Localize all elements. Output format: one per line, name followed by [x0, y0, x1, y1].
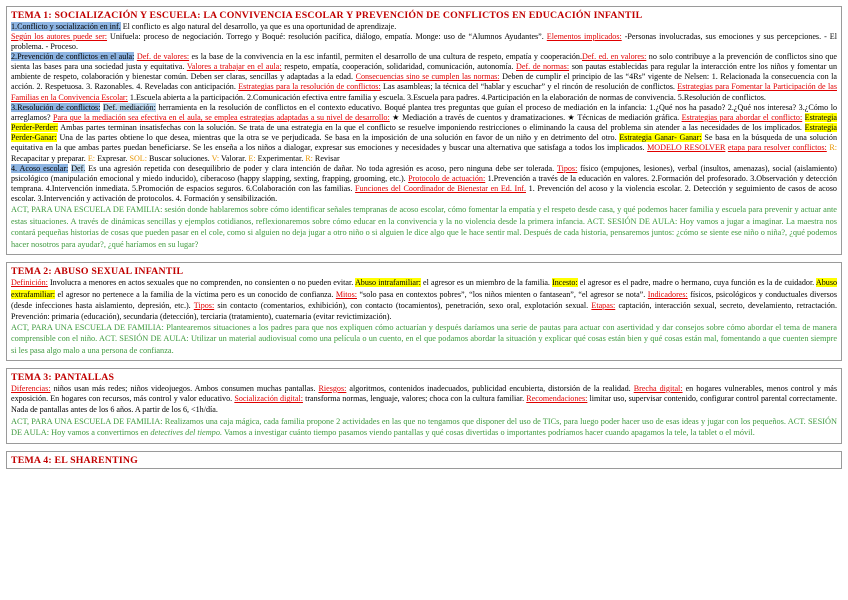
red-heading: Def. ed. en valores:: [581, 51, 647, 61]
highlight-label: 1.Conflicto y socialización en inf.: [11, 21, 121, 31]
red-heading: etapa para resolver conflictos:: [727, 143, 827, 153]
red-heading: Indicadores:: [647, 289, 688, 299]
red-heading: Diferencias:: [11, 383, 51, 393]
red-heading: Tipos:: [193, 300, 215, 310]
red-heading: Estrategias para abordar el conflicto:: [681, 112, 803, 122]
orange-letter: E:: [87, 153, 96, 163]
section-title: TEMA 2: ABUSO SEXUAL INFANTIL: [11, 265, 184, 277]
red-heading: Recomendaciones:: [526, 394, 588, 404]
red-heading: Def. de valores:: [136, 51, 190, 61]
highlight-label: 2.Prevención de conflictos en el aula:: [11, 51, 135, 61]
yellow-highlight: Estrategia Ganar- Ganar:: [619, 133, 702, 143]
yellow-highlight: Incesto:: [552, 278, 578, 288]
paragraph-resolucion: 3.Resolución de conflictos: Def. mediación: herramienta en la resolución de conflictos en el contexto educativo. Boqué plantea tres preguntas que guían el proceso de mediación en la infancia: 1.¿Qué nos ha pasado? 2.¿Qué nos interesa? 3.¿Cómo lo arreglamos? Para que la mediación sea efectiva en el aula, se emplea estrategias adaptadas a su nivel de desarrollo: ★ Mediación a través de cuentos y dramatizaciones. ★ Técnicas de mediación gráfica. Estrategias para abordar el conflicto: Estrategia Perder-Perder: Ambas partes terminan insatisfechas con la solución. Se trata de una estrategia en la que el conflicto se resuelve imponiendo restricciones o eliminando la causa del problema sin atender a las necesidades de los implicados. Estrategia Perder-Ganar: Una de las partes obtiene lo que desea, mientras que la otra se ve perjudicada. Se basa en la imposición de una solución en favor de un niño y en detrimento del otro. Estrategia Ganar- Ganar: Se basa en la búsqueda de una solución equitativa en la que ambas partes puedan beneficiarse. Se les enseña a los niños a dialogar, expresar sus emociones y necesidades y buscar una alternativa que satisfaga a todos los implicados. MODELO RESOLVER etapa para resolver conflictos: R: Recapacitar y preparar. E: Expresar. SOL: Buscar soluciones. V: Valorar. E: Experimentar. R: Revisar: [11, 102, 838, 163]
red-heading: Elementos implicados:: [546, 31, 622, 41]
highlight-label: Def.: [71, 163, 86, 173]
orange-letter: R:: [305, 153, 313, 163]
document-page: [6, 6, 842, 476]
red-heading: Mitos:: [335, 289, 357, 299]
red-heading: Definición:: [11, 278, 48, 288]
activity-text: ACT, PARA UNA ESCUELA DE FAMILIA: Realizamos una caja mágica, cada familia propone 2 actividades en las que no tengamos que disponer del uso de TICs, para luego poder hacer uso de esas ideas y jugar con los pequeños. ACT. SESIÓN DE AULA: Hoy vamos a convertirnos en detectives del tiempo. Vamos a investigar cuánto tiempo pasamos viendo pantallas y qué cosas divertidas o importantes podríamos hacer cuando apagamos la tele, la tablet o el móvil.: [11, 416, 837, 438]
section-title: TEMA 1: SOCIALIZACIÓN Y ESCUELA: LA CONVIVENCIA ESCOLAR Y PREVENCIÓN DE CONFLICTOS EN EDUCACIÓN INFANTIL: [11, 10, 643, 21]
red-heading: Estrategias para Fomentar la Participación de las Familias en la Convivencia Escolar:: [11, 82, 837, 102]
red-heading: Para que la mediación sea efectiva en el aula, se emplea estrategias adaptadas a su nivel de desarrollo:: [52, 112, 390, 122]
section-tema-2: [6, 262, 842, 361]
red-heading: Socialización digital:: [234, 394, 303, 404]
red-heading: MODELO RESOLVER: [647, 143, 726, 153]
red-heading: Protocolo de actuación:: [408, 173, 486, 183]
red-heading: Riesgos:: [318, 383, 347, 393]
highlight-label: 4. Acoso escolar:: [11, 163, 69, 173]
red-heading: Def. de normas:: [516, 62, 570, 72]
paragraph-autores: Según los autores puede ser: Unifuela: proceso de negociación. Torrego y Boqué: resolución pacífica, diálogo, empatía. Monge: uso de “Alumnos Ayudantes”. Elementos implicados: -Personas involucradas, sus emociones y sus percepciones. - El problema. - Proceso.: [11, 31, 837, 51]
orange-letter: SOL:: [129, 153, 147, 163]
activity-text: ACT, PARA UNA ESCUELA DE FAMILIA: sesión donde hablaremos sobre cómo identificar señales tempranas de acoso escolar, cómo fomentar la empatía y el respeto desde casa, y qué podemos hacer familia y escuela para prevenir y actuar ante estas situaciones. A través de dinámicas sencillas y ejemplos cotidianos, reflexionaremos sobre cómo educar en la convivencia y la no violencia desde la primera infancia. ACT. SESIÓN DE AULA: Hoy vamos a jugar a imaginar. La maestra nos contará pequeñas historias de cosas que pueden pasar en el cole, como si alguien no deja jugar a otro niño o si alguien le dice algo que le hace sentir mal. Después de cada historia, pensaremos juntos: ¿cómo se siente ese niño o niña?, ¿qué podemos hacer nosotros para ayudar?, ¿qué haríamos en su lugar?: [11, 205, 837, 249]
yellow-highlight: Estrategia Perder-Ganar:: [11, 123, 837, 143]
paragraph-conflicto: 1.Conflicto y socialización en inf. El conflicto es algo natural del desarrollo, ya que es una oportunidad de aprendizaje.: [11, 21, 397, 31]
section-title: TEMA 3: PANTALLAS: [11, 372, 115, 384]
highlight-label: 3.Resolución de conflictos:: [11, 102, 101, 112]
red-heading: Tipos:: [556, 163, 578, 173]
red-heading: Estrategias para la resolución de conflictos:: [238, 82, 381, 92]
red-heading: Etapas:: [591, 300, 616, 310]
yellow-highlight: Abuso extrafamiliar:: [11, 278, 838, 299]
paragraph-pantallas: Diferencias: niños usan más redes; niños videojuegos. Ambos consumen muchas pantallas. Riesgos: algoritmos, contenidos inadecuados, publicidad encubierta, distorsión de la realidad. Brecha digital: en hogares vulnerables, menos control y más exposición. En hogares con recursos, más control y valor educativo. Socialización digital: transforma normas, lenguaje, valores; choca con la cultura familiar. Recomendaciones: limitar uso, supervisar contenido, configurar control parental correctamente. Nada de pantallas antes de los 6 años. A partir de los 6, <1h/día.: [11, 383, 837, 415]
paragraph-acoso: 4. Acoso escolar: Def. Es una agresión repetida con desequilibrio de poder y clara intención de dañar. No toda agresión es acoso, pero ninguna debe ser tolerada. Tipos: físico (empujones, lesiones), verbal (insultos, amenazas), social (aislamiento) psicológico (manipulación emocional y miedo inducido), ciberacoso (happy slapping, sexting, frapping, grooming, etc.). Protocolo de actuación: 1.Prevención a través de la educación en valores. 2.Formación del profesorado. 3.Observación y detección temprana. 4.Intervención inmediata. 5.Promoción de espacios seguros. 6.Colaboración con las familias. Funciones del Coordinador de Bienestar en Ed. Inf. 1. Prevención del acoso y la violencia escolar. 2. Detección y seguimiento de casos de acoso escolar. 3.Intervención y activación de protocolos. 4. Formación y sensibilización.: [11, 163, 838, 204]
red-heading: Consecuencias sino se cumplen las normas:: [355, 72, 500, 82]
paragraph-abuso: Definición: Involucra a menores en actos sexuales que no comprenden, no consienten o no pueden evitar. Abuso intrafamiliar: el agresor es un miembro de la familia. Incesto: el agresor es el padre, madre o hermano, cuya función es la de cuidador. Abuso extrafamiliar: el agresor no pertenece a la familia de la víctima pero es un conocido de confianza. Mitos: “solo pasa en contextos pobres”, “los niños mienten o fantasean”, “el agresor se nota”. Indicadores: físicos, psicológicos y conductuales diversos (desde infecciones hasta aislamiento, depresión, etc.). Tipos: sin contacto (comentarios, exhibición), con contacto (tocamientos), penetración, sexo oral, explotación sexual. Etapas: captación, interacción sexual, secreto, develamiento, retractación. Prevención: primaria (educación), secundaria (detección), terciaria (tratamiento), cuaternaria (evitar revictimización).: [11, 278, 838, 321]
section-tema-1: [6, 6, 842, 255]
red-heading: Según los autores puede ser:: [11, 31, 108, 41]
orange-letter: E:: [248, 153, 256, 163]
yellow-highlight: Estrategia Perder-Perder:: [11, 112, 837, 133]
paragraph-prevencion: 2.Prevención de conflictos en el aula: Def. de valores: es la base de la convivencia en la esc infantil, permiten el desarrollo de una cultura de respeto, empatía y cooperación.Def. ed. en valores: no solo contribuye a la prevención de conflictos sino que sienta las bases para una sociedad justa y equitativa. Valores a trabajar en el aula: respeto, empatía, cooperación, solidaridad, comunicación, autonomía. Def. de normas: son pautas establecidas para regular la interacción entre los niños y fomentar un ambiente de respeto, colaboración y bienestar común. Deben ser claras, sencillas y adaptadas a la edad. Consecuencias sino se cumplen las normas: Deben de cumplir el principio de las “4Rs” vigente de Nelsen: 1. Relacionada la consecuencia con la acción. 2. Respetuosa. 3. Razonables. 4. Reveladas con anticipación. Estrategias para la resolución de conflictos: Las asambleas; la técnica del “hablar y escuchar” y el rincón de resolución de conflictos. Estrategias para Fomentar la Participación de las Familias en la Convivencia Escolar: 1.Escuela abierta a la participación. 2.Comunicación efectiva entre familia y escuela. 3.Escuela para padres. 4.Participación en la elaboración de normas de convivencia. 5.Resolución de conflictos.: [11, 51, 838, 102]
orange-letter: R:: [829, 143, 837, 153]
red-heading: Valores a trabajar en el aula:: [186, 62, 282, 72]
section-title: TEMA 4: EL SHARENTING: [11, 454, 138, 466]
section-tema-3: [6, 368, 842, 444]
activity-text: ACT, PARA UNA ESCUELA DE FAMILIA: Plantearemos situaciones a los padres para que nos expliquen cómo actuarían y después daríamos una serie de pautas para actuar con asertividad y dar consejos sobre cómo abordar el tema de manera comprensible con el niño. ACT. SESIÓN DE AULA: Utilizar un material audiovisual como una película o un cuento, en el que podamos abordar la situación y explicar qué cosas están bien y qué cosas están mal, fomentando a que cuenten siempre si les pasa algo malo a una persona de confianza.: [11, 322, 837, 355]
orange-letter: V:: [211, 153, 220, 163]
section-tema-4: [6, 451, 842, 470]
highlight-label: Def. mediación:: [103, 102, 156, 112]
red-heading: Funciones del Coordinador de Bienestar en Ed. Inf.: [355, 184, 526, 193]
red-heading: Brecha digital:: [633, 383, 683, 393]
yellow-highlight: Abuso intrafamiliar:: [354, 278, 421, 288]
